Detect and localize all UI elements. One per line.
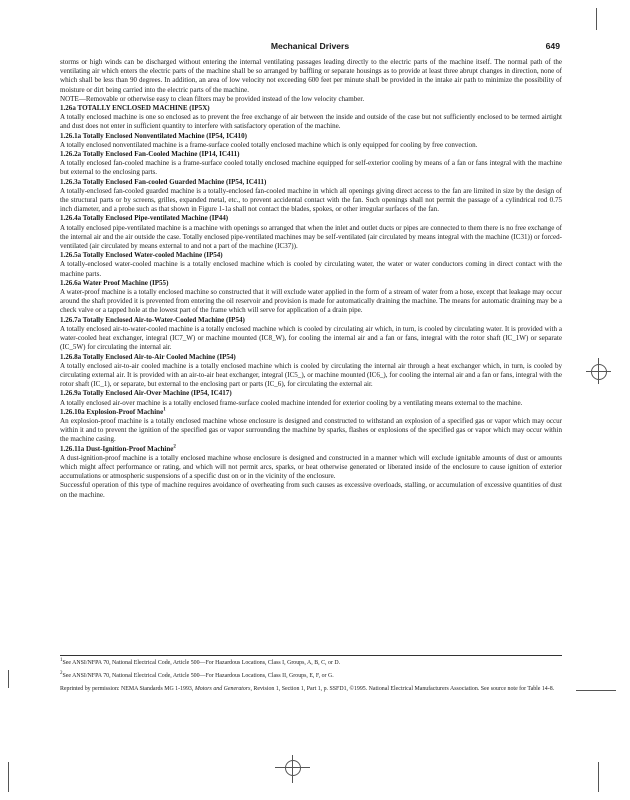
registration-circle-right [591, 364, 607, 380]
reprint-tail: , Revision 1, Section 1, Part 1, p. SSFD1, ©1995. National Electrical Manufacturers Association. See source note for Table 14-8. [250, 686, 555, 692]
paragraph-text: A totally enclosed fan-cooled machine is a frame-surface cooled totally enclosed machine equipped for self-exterior cooling by means of a fan or fans integral with the machine but external to the enclosing parts. [60, 159, 562, 177]
crop-mark-left [8, 670, 9, 688]
footnote-ref: 1 [163, 407, 166, 413]
footnote-ref: 2 [173, 444, 176, 450]
paragraph-text: A totally-enclosed fan-cooled guarded machine is a totally-enclosed fan-cooled machine in which all openings giving direct access to the fan are limited in size by the design of the structural parts or by screens, grilles, expanded metal, etc., to prevent accidental contact with the fan. Such openings shall not permit the passage of a cylindrical rod 0.75 inch diameter, and a probe such as that shown in Figure 1-1a shall not contact the blades, spokes, or other irregular surfaces of the fan. [60, 186, 562, 214]
section-heading [60, 214, 562, 223]
running-header-title: Mechanical Drivers [270, 41, 350, 51]
crop-mark-right-rule [576, 690, 616, 691]
heading-text: 1.26.9a Totally Enclosed Air-Over Machine (IP54, IC417) [60, 389, 232, 398]
heading-text: 1.26.3a Totally Enclosed Fan-cooled Guarded Machine (IP54, IC411) [60, 177, 267, 186]
crop-mark-bottom-left [8, 762, 9, 792]
reprint-notice [60, 685, 562, 694]
paragraph-text: A water-proof machine is a totally enclosed machine so constructed that it will exclude water applied in the form of a stream of water from a hose, except that leakage may occur around the shaft provided it is prevented from entering the oil reservoir and provision is made for automatically draining the machine. The means for automatic draining may be a check valve or a tapped hole at the lowest part of the frame which will serve for application of a drain pipe. [60, 288, 562, 315]
page-number: 649 [545, 41, 560, 51]
body-paragraph [60, 417, 562, 445]
paragraph-text: A totally enclosed pipe-ventilated machine is a machine with openings so arranged that when the inlet and outlet ducts or pipes are connected to them there is no free exchange of the internal air and the air outside the case. Totally enclosed pipe-ventilated machines may be self-ventilated (air circulated by means integral with the machine (IC31)) or forced-ventilated (air circulated by means external to and not a part of the machine (IC37)). [60, 223, 562, 251]
footnote-text: See ANSI/NFPA 70, National Electrical Code, Article 500—For Hazardous Locations, Class II, Groups, E, F, or G. [62, 673, 334, 679]
body-paragraph [60, 481, 562, 499]
crop-mark-top-right [596, 8, 597, 30]
footnotes [60, 659, 562, 699]
body-paragraph [60, 260, 562, 278]
paragraph-text: A dust-ignition-proof machine is a totally enclosed machine whose enclosure is designed and constructed in a manner which will exclude ignitable amounts of dust or amounts which might affect performance or rating, and which will not permit arcs, sparks, or heat otherwise generated or liberated inside of the enclosure to cause ignition of exterior accumulations or atmospheric suspensions of a specific dust on or in the vicinity of the enclosure. [60, 453, 562, 481]
heading-text: 1.26.10a Explosion-Proof Machine [60, 407, 164, 416]
heading-text: 1.26.4a Totally Enclosed Pipe-ventilated Machine (IP44) [60, 214, 229, 223]
body-paragraph [60, 141, 562, 150]
section-heading [60, 104, 562, 113]
section-heading [60, 353, 562, 362]
registration-circle-bottom [285, 760, 301, 776]
heading-text: 1.26.5a Totally Enclosed Water-cooled Machine (IP54) [60, 251, 223, 260]
body-paragraph [60, 113, 562, 131]
footnote-mark: 2 [60, 671, 63, 677]
section-heading [60, 279, 562, 288]
body-paragraph [60, 288, 562, 316]
heading-text: 1.26.8a Totally Enclosed Air-to-Air Cooled Machine (IP54) [60, 352, 236, 361]
paragraph-text: A totally enclosed air-to-water-cooled machine is a totally enclosed machine which is cooled by circulating air which, in turn, is cooled by circulating water. It is provided with a water-cooled heat exchanger, integral (IC7_W) or machine mounted (IC8_W), for cooling the internal air and a fan or fans, integral with the rotor shaft (IC_1W) or separate (IC_5W) for circulating the internal air. [60, 324, 562, 352]
body-paragraph [60, 399, 562, 408]
crop-mark-bottom-right [598, 762, 599, 792]
section-heading [60, 150, 562, 159]
heading-text: 1.26.2a Totally Enclosed Fan-Cooled Machine (IP14, IC411) [60, 150, 240, 159]
paragraph-text: A totally enclosed machine is one so enclosed as to prevent the free exchange of air between the inside and outside of the case but not sufficiently enclosed to be termed airtight and dust does not enter in sufficient quantity to interfere with satisfactory operation of the machine. [60, 113, 562, 131]
section-heading [60, 445, 562, 454]
footnote-mark: 1 [60, 658, 63, 664]
section-heading [60, 178, 562, 187]
body-text [60, 58, 562, 500]
body-paragraph [60, 224, 562, 252]
section-heading [60, 408, 562, 417]
registration-cross-right-v [598, 358, 599, 384]
paragraph-text: storms or high winds can be discharged without entering the internal ventilating passages leading directly to the electric parts of the machine itself. The normal path of the ventilating air which enters the electric parts of the machine shall be so arranged by baffling or separate housings as to provide at least three abrupt changes in direction, none of which shall be less than 90 degrees. In addition, an area of low velocity not exceeding 600 feet per minute shall be provided in the intake air path to minimize the possibility of moisture or dirt being carried into the electric parts of the machine. [60, 58, 562, 94]
body-paragraph [60, 362, 562, 390]
paragraph-text: Successful operation of this type of machine requires avoidance of overheating from such causes as excessive overloads, stalling, or accumulation of excessive quantities of dust on the machine. [60, 481, 562, 499]
paragraph-text: A totally enclosed air-to-air cooled machine is a totally enclosed machine which is cooled by circulating the internal air through a heat exchanger which, in turn, is cooled by circulating external air. It is provided with an air-to-air heat exchanger, integral (IC5_), or machine mounted (IC6_), for cooling the internal air and a fan or fans, integral with the rotor shaft (IC_1), or separate, but external to the enclosing part or parts (IC_6), for circulating the external air. [60, 361, 562, 389]
section-heading [60, 389, 562, 398]
heading-text: 1.26.7a Totally Enclosed Air-to-Water-Cooled Machine (IP54) [60, 315, 245, 324]
heading-text: 1.26.11a Dust-Ignition-Proof Machine [60, 444, 174, 453]
body-paragraph [60, 187, 562, 215]
footnote-divider [60, 655, 562, 656]
body-paragraph [60, 58, 562, 95]
body-paragraph [60, 454, 562, 482]
paragraph-text: An explosion-proof machine is a totally enclosed machine whose enclosure is designed and constructed to withstand an explosion of a specified gas or vapor which may occur within it and to prevent the ignition of the specified gas or vapor surrounding the machine by sparks, flashes or explosions of the specified gas or vapor which may occur within the machine casing. [60, 416, 562, 444]
heading-text: 1.26a TOTALLY ENCLOSED MACHINE (IP5X) [60, 104, 210, 113]
footnote [60, 659, 562, 667]
body-paragraph [60, 95, 562, 104]
heading-text: 1.26.1a Totally Enclosed Nonventilated Machine (IP54, IC410) [60, 131, 247, 140]
heading-text: 1.26.6a Water Proof Machine (IP55) [60, 278, 169, 287]
running-header [60, 41, 560, 55]
paragraph-text: NOTE—Removable or otherwise easy to clean filters may be provided instead of the low velocity chamber. [60, 94, 365, 103]
body-paragraph [60, 159, 562, 177]
reprint-lead: Reprinted by permission: NEMA Standards MG 1-1993, [60, 686, 195, 692]
body-paragraph [60, 325, 562, 353]
footnote-text: See ANSI/NFPA 70, National Electrical Code, Article 500—For Hazardous Locations, Class I, Groups, A, B, C, or D. [62, 660, 341, 666]
section-heading [60, 316, 562, 325]
registration-cross-bottom-v [292, 755, 293, 783]
section-heading [60, 132, 562, 141]
paragraph-text: A totally enclosed nonventilated machine is a frame-surface cooled totally enclosed machine which is only equipped for cooling by free convection. [60, 140, 478, 149]
footnote [60, 672, 562, 680]
paragraph-text: A totally-enclosed water-cooled machine is a totally enclosed machine which is cooled by circulating water, the water or water conductors coming in direct contact with the machine parts. [60, 260, 562, 278]
paragraph-text: A totally enclosed air-over machine is a totally enclosed frame-surface cooled machine intended for exterior cooling by a ventilating means external to the machine. [60, 398, 523, 407]
section-heading [60, 251, 562, 260]
reprint-title: Motors and Generators [194, 686, 251, 692]
